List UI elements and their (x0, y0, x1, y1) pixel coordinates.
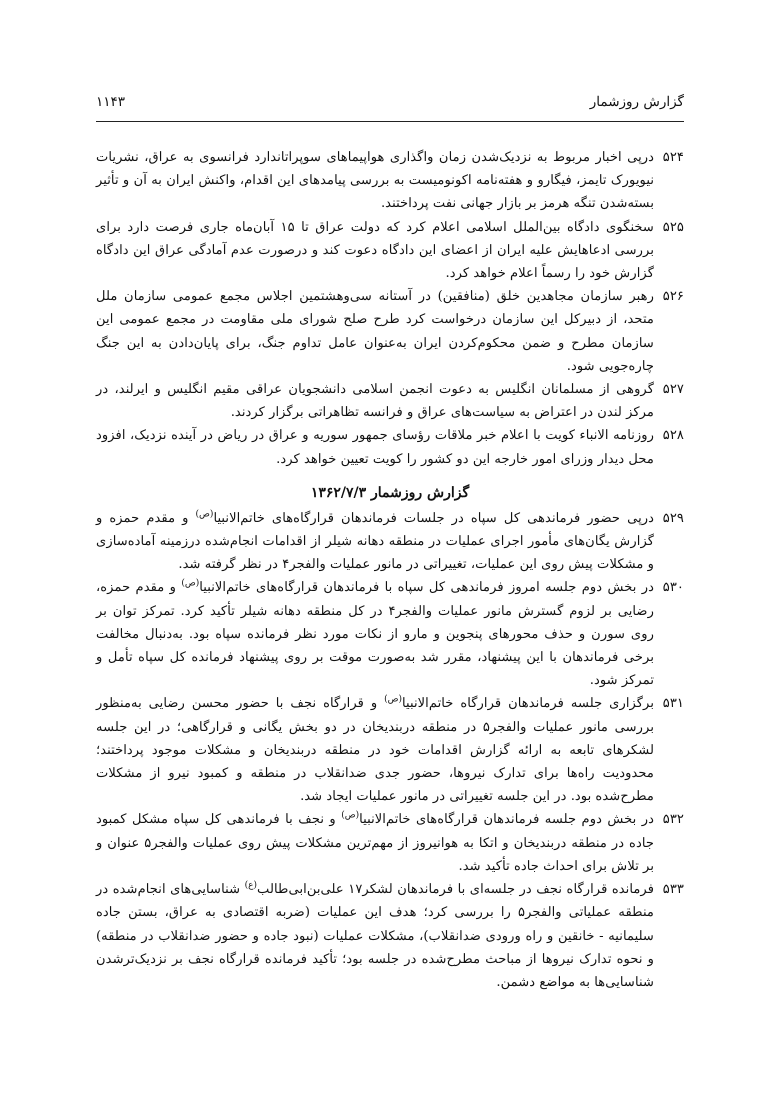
honorific-mark: (ص) (341, 811, 360, 822)
honorific-mark: (ص) (181, 579, 200, 590)
entry-number: ۵۳۱ (662, 696, 684, 712)
entry-text: درپی حضور فرماندهی کل سپاه در جلسات فرماندهان قرارگاه‌های خاتم‌الانبیا$^{(ص)}$ و مقدم حمزه و گزارش یگان‌های مأمور اجرای عملیات در منطقه دهانه شیلر از اقدامات انجام‌شده درزمینه آماده‌سازی و مشکلات پیش روی این عملیات، تغییراتی در مانور عملیات والفجر۴ در نظر گرفته شد. (96, 509, 654, 573)
running-title: گزارش روزشمار (589, 94, 684, 110)
report-entry (96, 146, 684, 216)
entry-text: برگزاری جلسه فرماندهان قرارگاه خاتم‌الانبیا$^{(ص)}$ و قرارگاه نجف با حضور محسن رضایی به‌منظور بررسی مانور عملیات والفجر۵ در منطقه دربندیخان در دو بخش یگانی و قرارگاهی؛ در این جلسه لشکرهای تابعه به ارائه گزارش اقدامات خود در منطقه دربندیخان و مشکلات موجود پرداختند؛ محدودیت راه‌ها برای تدارک نیروها، حضور جدی ضدانقلاب در منطقه و کمبود نیرو از مشکلات مطرح‌شده بود. در این جلسه تغییراتی در مانور عملیات ایجاد شد. (96, 695, 654, 805)
header-rule (96, 121, 684, 122)
entry-text: سخنگوی دادگاه بین‌الملل اسلامی اعلام کرد که دولت عراق تا ۱۵ آبان‌ماه جاری فرصت دارد برای بررسی ادعاهایش علیه ایران از اعضای این دادگاه دعوت کند و درصورت عدم آمادگی عراق این دادگاه گزارش خود را رسماً اعلام خواهد کرد. (96, 219, 654, 282)
entry-number: ۵۲۶ (662, 289, 684, 305)
entry-number: ۵۲۵ (662, 219, 684, 235)
report-entry (96, 216, 684, 286)
entry-number: ۵۳۰ (662, 580, 684, 596)
entry-number: ۵۲۴ (662, 150, 684, 165)
entry-text: در بخش دوم جلسه فرماندهان قرارگاه‌های خاتم‌الانبیا$^{(ص)}$ و نجف با فرماندهی کل سپاه مشکل کمبود جاده در منطقه دربندیخان و اتکا به هوانیروز از مهم‌ترین مشکلات پیش روی عملیات والفجر۵ عنوان و بر تلاش برای احداث جاده تأکید شد. (96, 811, 655, 874)
entry-number: ۵۲۹ (662, 510, 684, 526)
entry-list-1362-7-3 (96, 507, 684, 994)
entry-list-previous-day (96, 146, 684, 471)
entry-number: ۵۲۸ (662, 428, 684, 444)
entry-text: درپی اخبار مربوط به نزدیک‌شدن زمان واگذاری هواپیماهای سوپراتاندارد فرانسوی به عراق، نشریات نیویورک تایمز، فیگارو و هفته‌نامه اکونومیست به بررسی پیامدهای این اقدام، واکنش ایران به آن و تأثیر بسته‌شدن تنگه هرمز بر بازار جهانی نفت پرداختند. (96, 150, 654, 212)
entry-text: فرمانده قرارگاه نجف در جلسه‌ای با فرماندهان لشکر۱۷ علی‌بن‌ابی‌طالب$^{(ع)}$ شناسایی‌های انجام‌شده در منطقه عملیاتی والفجر۵ را بررسی کرد؛ هدف این عملیات (ضربه اقتصادی به عراق، بستن جاده سلیمانیه - خانقین و راه ورودی ضدانقلاب)، مشکلات عملیات (نبود جاده و حضور ضدانقلاب در منطقه) و نحوه تدارک نیروها از مباحث مطرح‌شده در جلسه بود؛ تأکید فرمانده قرارگاه نجف بر نزدیک‌ترشدن شناسایی‌ها به مواضع دشمن. (96, 880, 655, 990)
entry-text: گروهی از مسلمانان انگلیس به دعوت انجمن اسلامی دانشجویان عراقی مقیم انگلیس و ایرلند، در مرکز لندن در اعتراض به سیاست‌های عراق و فرانسه تظاهراتی برگزار کردند. (96, 382, 654, 421)
report-entry (96, 808, 684, 878)
report-entry (96, 285, 684, 378)
report-entry (96, 692, 684, 808)
report-entry (96, 878, 684, 994)
entry-text: در بخش دوم جلسه امروز فرماندهی کل سپاه با فرماندهان قرارگاه‌های خاتم‌الانبیا$^{(ص)}$ و مقدم حمزه، رضایی بر لزوم گسترش مانور عملیات والفجر۴ در کل منطقه دهانه شیلر تأکید کرد. تمرکز توان بر روی سورن و حذف محورهای پنجوین و مارو از نکات مورد نظر فرمانده سپاه بود. به‌دنبال مخالفت برخی فرماندهان با این پیشنهاد، مقرر شد به‌صورت موقت بر روی پیشنهاد فرمانده کل سپاه تأمل و تمرکز شود. (96, 579, 654, 689)
entry-text: روزنامه الانباء کویت با اعلام خبر ملاقات رؤسای جمهور سوریه و عراق در ریاض در آینده نزدیک، افزود محل دیدار وزرای امور خارجه این دو کشور را کویت تعیین خواهد کرد. (96, 428, 654, 467)
report-body (96, 146, 684, 994)
report-entry (96, 424, 684, 470)
entry-number: ۵۳۳ (662, 882, 684, 898)
report-entry (96, 507, 684, 577)
report-entry (96, 378, 684, 424)
section-heading: گزارش روزشمار ۱۳۶۲/۷/۳ (310, 484, 470, 501)
honorific-mark: (ص) (384, 695, 402, 706)
entry-text: رهبر سازمان مجاهدین خلق (منافقین) در آستانه سی‌وهشتمین اجلاس مجمع عمومی سازمان ملل متحد، از دبیرکل این سازمان درخواست کرد طرح صلح شورای ملی مقاومت در مجمع عمومی این سازمان مطرح و ضمن محکوم‌کردن ایران به‌عنوان عامل تداوم جنگ، برای پایان‌دادن به این جنگ چاره‌جویی شود. (96, 289, 654, 374)
entry-number: ۵۳۲ (662, 812, 684, 828)
report-entry (96, 576, 684, 692)
entry-number: ۵۲۷ (662, 382, 684, 398)
honorific-mark: (ع) (244, 880, 258, 891)
page-number: ۱۱۴۳ (96, 94, 126, 110)
honorific-mark: (ص) (195, 509, 214, 520)
running-header (96, 94, 684, 118)
